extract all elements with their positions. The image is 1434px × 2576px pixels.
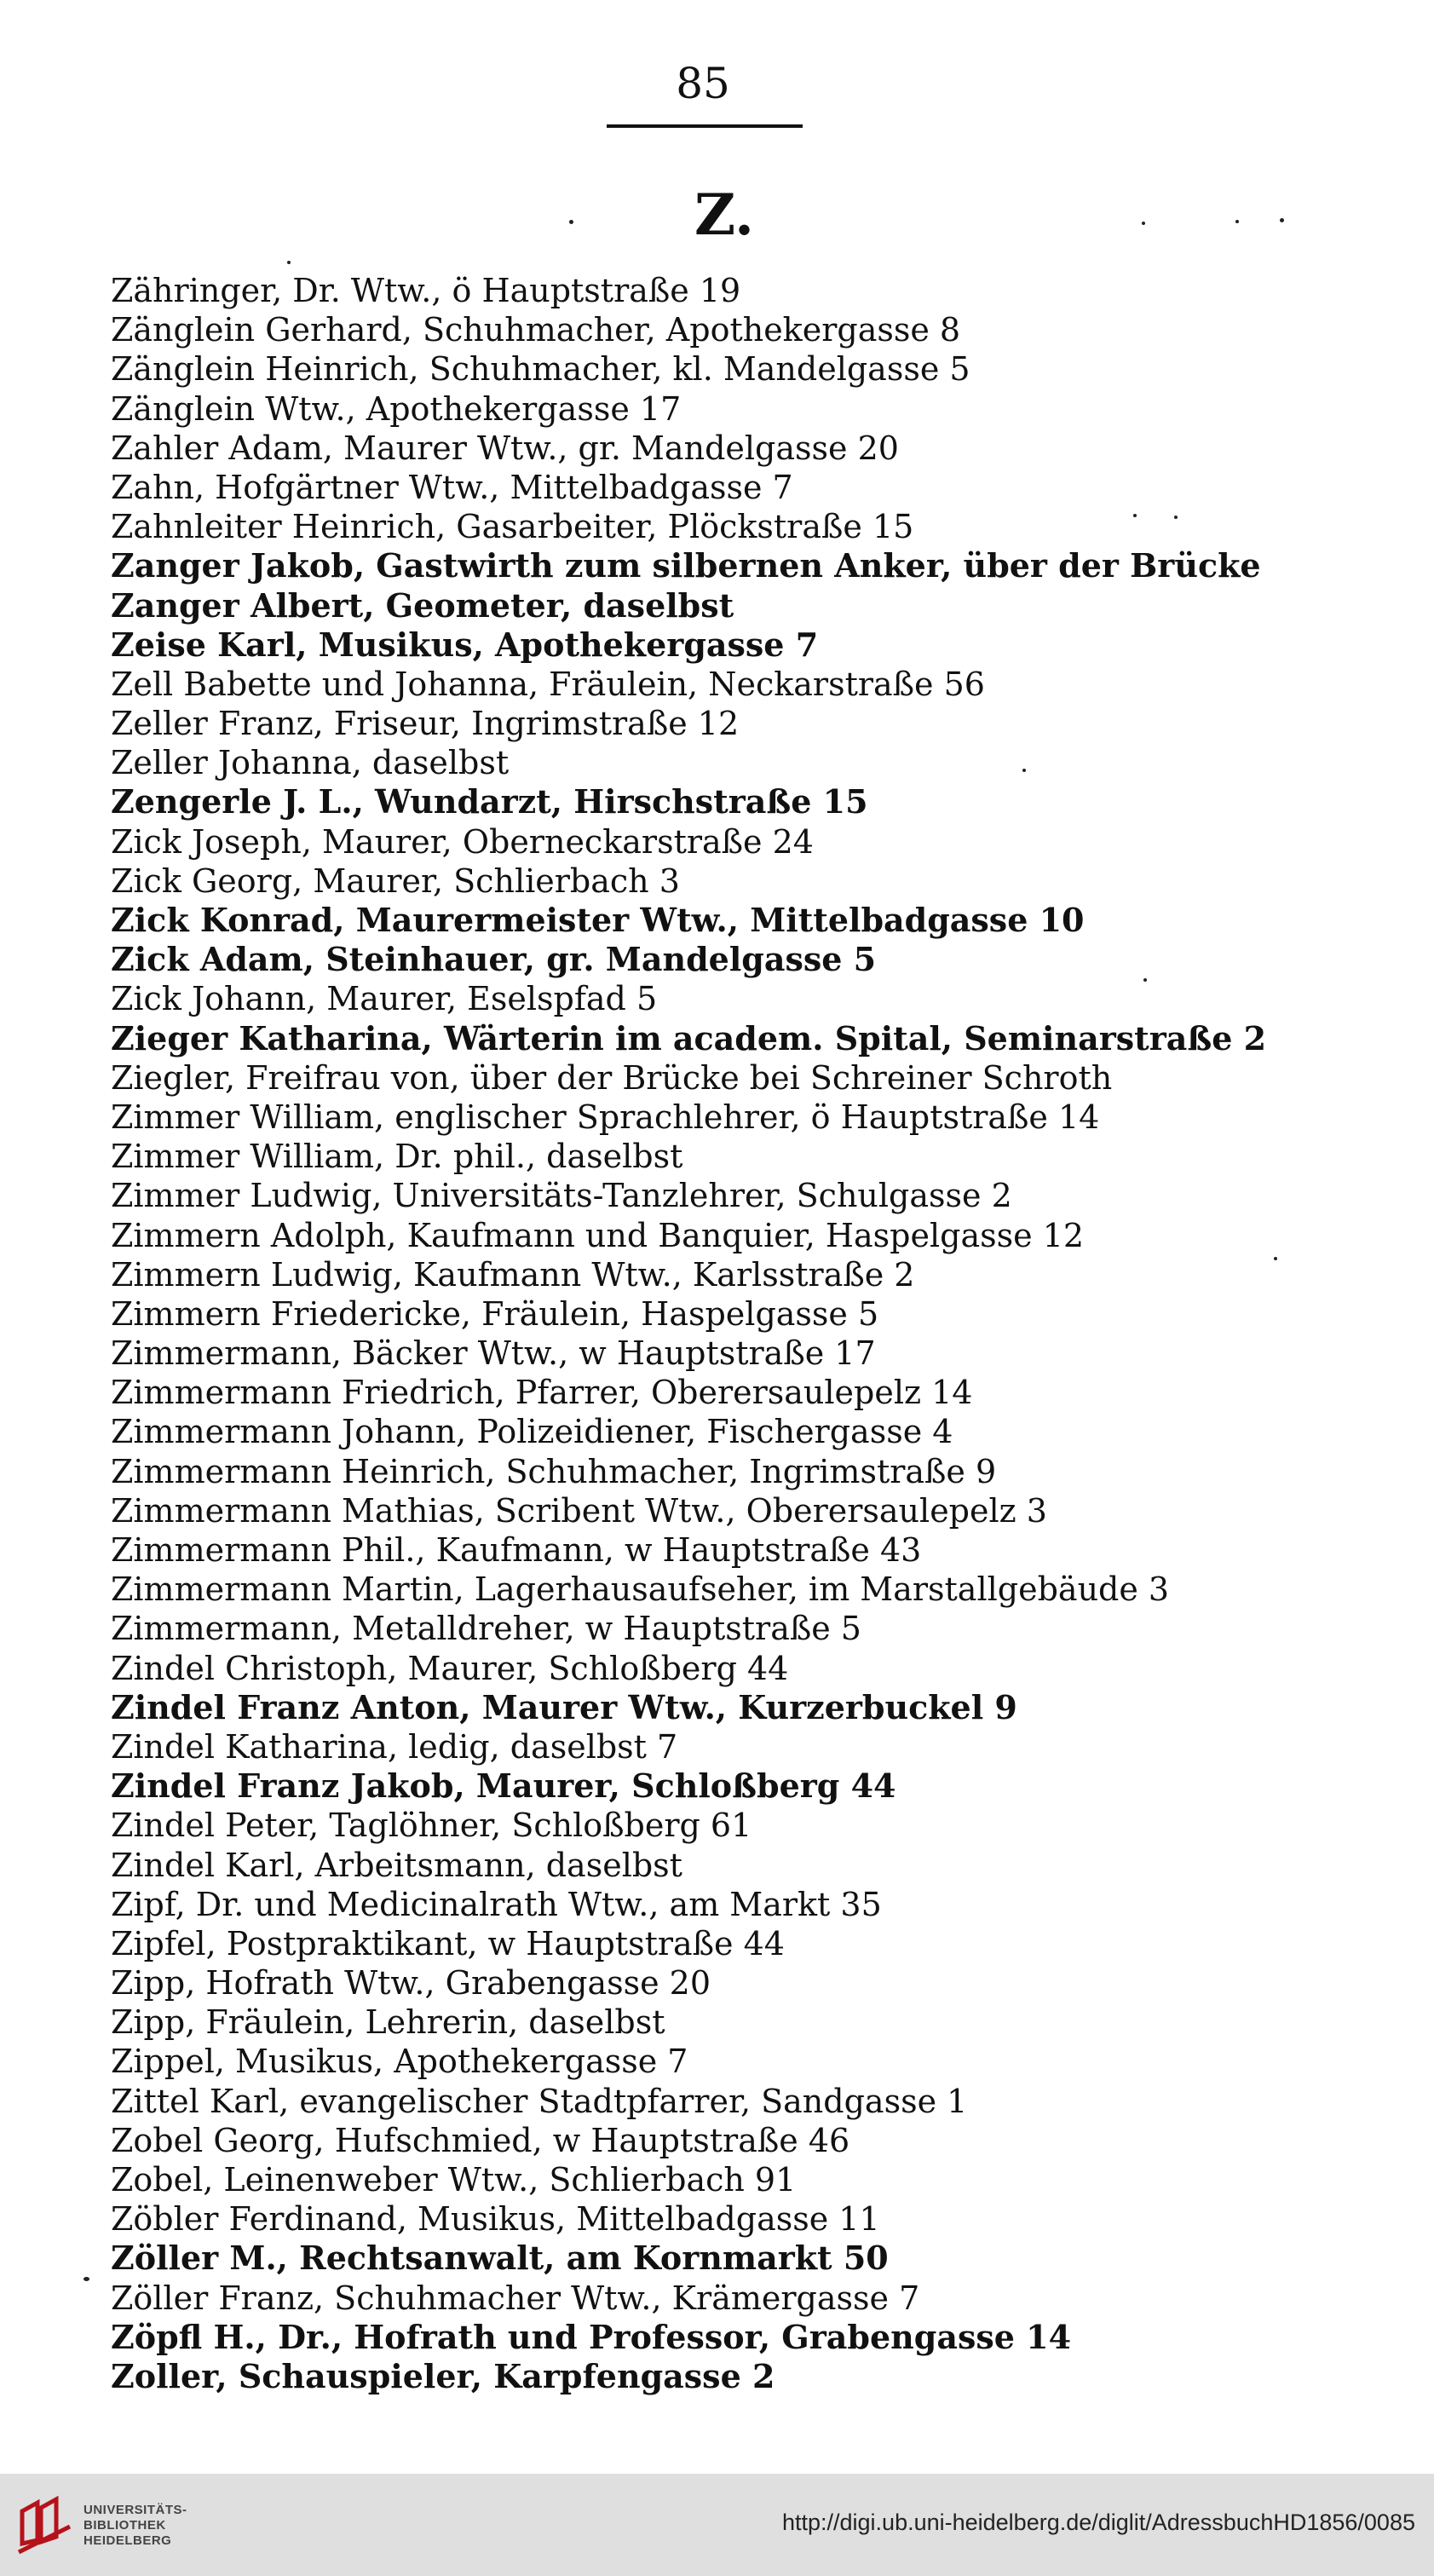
address-entry: Zengerle J. L., Wundarzt, Hirschstraße 15	[111, 782, 868, 821]
address-entry: Zeise Karl, Musikus, Apothekergasse 7	[111, 625, 819, 664]
address-entry: Zobel, Leinenweber Wtw., Schlierbach 91	[111, 2161, 797, 2199]
viewer-footer	[0, 2474, 1434, 2576]
library-name-line: UNIVERSITÄTS-	[84, 2503, 187, 2517]
address-entry: Zimmermann Johann, Polizeidiener, Fischergasse 4	[111, 1413, 953, 1451]
address-entry: Zimmer William, englischer Sprachlehrer, ö Hauptstraße 14	[111, 1098, 1100, 1136]
address-entry: Zindel Katharina, ledig, daselbst 7	[111, 1727, 678, 1766]
address-entry: Zimmern Ludwig, Kaufmann Wtw., Karlsstraße 2	[111, 1255, 915, 1294]
address-entry: Zöller Franz, Schuhmacher Wtw., Krämergasse 7	[111, 2279, 920, 2317]
address-entry: Zick Johann, Maurer, Eselspfad 5	[111, 980, 658, 1018]
address-entry: Zöpfl H., Dr., Hofrath und Professor, Grabengasse 14	[111, 2317, 1072, 2356]
address-entry-list	[111, 271, 1304, 2396]
section-letter: Z.	[694, 182, 754, 248]
address-entry: Zipp, Fräulein, Lehrerin, daselbst	[111, 2003, 665, 2042]
address-entry: Zimmern Friedericke, Fräulein, Haspelgasse 5	[111, 1294, 879, 1333]
print-speck	[1280, 218, 1284, 222]
permalink-url[interactable]: http://digi.ub.uni-heidelberg.de/diglit/AdressbuchHD1856/0085	[781, 2510, 1415, 2535]
address-entry: Zanger Jakob, Gastwirth zum silbernen Anker, über der Brücke	[111, 546, 1261, 585]
address-entry: Zittel Karl, evangelischer Stadtpfarrer, Sandgasse 1	[111, 2082, 968, 2120]
address-entry: Zimmermann Mathias, Scribent Wtw., Oberersaulepelz 3	[111, 1491, 1047, 1530]
address-entry: Zindel Peter, Taglöhner, Schloßberg 61	[111, 1807, 752, 1845]
address-entry: Zeller Franz, Friseur, Ingrimstraße 12	[111, 705, 740, 743]
address-entry: Zippel, Musikus, Apothekergasse 7	[111, 2043, 688, 2081]
address-entry: Zick Joseph, Maurer, Oberneckarstraße 24	[111, 822, 814, 861]
address-entry: Zänglein Wtw., Apothekergasse 17	[111, 389, 682, 428]
print-speck	[1142, 222, 1145, 225]
print-speck	[287, 261, 291, 264]
print-speck	[569, 220, 573, 224]
page-number: 85	[676, 59, 730, 108]
address-entry: Zick Konrad, Maurermeister Wtw., Mittelbadgasse 10	[111, 901, 1085, 939]
address-entry: Zoller, Schauspieler, Karpfengasse 2	[111, 2356, 775, 2395]
library-name	[84, 2503, 187, 2549]
address-entry: Zindel Franz Jakob, Maurer, Schloßberg 44	[111, 1766, 896, 1806]
address-entry: Zänglein Gerhard, Schuhmacher, Apothekergasse 8	[111, 311, 961, 349]
address-entry: Zimmermann Phil., Kaufmann, w Hauptstraße 43	[111, 1531, 922, 1569]
address-entry: Zell Babette und Johanna, Fräulein, Neckarstraße 56	[111, 665, 985, 703]
print-speck	[84, 2277, 89, 2281]
address-entry: Zipf, Dr. und Medicinalrath Wtw., am Markt 35	[111, 1885, 882, 1923]
address-entry: Zipp, Hofrath Wtw., Grabengasse 20	[111, 1964, 711, 2003]
address-entry: Zindel Christoph, Maurer, Schloßberg 44	[111, 1649, 789, 1687]
header-rule	[607, 124, 803, 128]
address-entry: Zähringer, Dr. Wtw., ö Hauptstraße 19	[111, 272, 741, 309]
address-entry: Zimmer William, Dr. phil., daselbst	[111, 1138, 683, 1176]
library-name-line: HEIDELBERG	[84, 2533, 172, 2548]
address-entry: Zahn, Hofgärtner Wtw., Mittelbadgasse 7	[111, 468, 793, 506]
address-entry: Zahler Adam, Maurer Wtw., gr. Mandelgasse 20	[111, 429, 899, 467]
library-name-line: BIBLIOTHEK	[84, 2518, 166, 2533]
address-entry: Zöbler Ferdinand, Musikus, Mittelbadgasse 11	[111, 2200, 880, 2239]
address-entry: Zimmern Adolph, Kaufmann und Banquier, Haspelgasse 12	[111, 1216, 1085, 1254]
address-entry: Zobel Georg, Hufschmied, w Hauptstraße 46	[111, 2121, 850, 2159]
address-entry: Zanger Albert, Geometer, daselbst	[111, 585, 734, 625]
address-entry: Zieger Katharina, Wärterin im academ. Spital, Seminarstraße 2	[111, 1018, 1267, 1057]
address-entry: Zöller M., Rechtsanwalt, am Kornmarkt 50	[111, 2239, 889, 2278]
address-entry: Zänglein Heinrich, Schuhmacher, kl. Mandelgasse 5	[111, 350, 970, 389]
address-entry: Zipfel, Postpraktikant, w Hauptstraße 44	[111, 1924, 785, 1962]
address-entry: Zimmermann Heinrich, Schuhmacher, Ingrimstraße 9	[111, 1452, 997, 1490]
address-entry: Zimmermann, Bäcker Wtw., w Hauptstraße 17	[111, 1334, 876, 1373]
address-entry: Zimmermann Friedrich, Pfarrer, Oberersaulepelz 14	[111, 1374, 973, 1412]
address-entry: Zindel Karl, Arbeitsmann, daselbst	[111, 1846, 682, 1884]
address-entry: Zahnleiter Heinrich, Gasarbeiter, Plöckstraße 15	[111, 508, 914, 546]
address-entry: Zeller Johanna, daselbst	[111, 744, 510, 782]
address-entry: Zick Georg, Maurer, Schlierbach 3	[111, 862, 680, 900]
address-entry: Zimmermann, Metalldreher, w Hauptstraße 5	[111, 1610, 861, 1648]
address-entry: Ziegler, Freifrau von, über der Brücke bei Schreiner Schroth	[111, 1058, 1113, 1097]
address-entry: Zimmer Ludwig, Universitäts-Tanzlehrer, Schulgasse 2	[111, 1177, 1012, 1215]
library-logo-icon[interactable]	[15, 2492, 77, 2557]
print-speck	[1235, 220, 1239, 223]
address-entry: Zick Adam, Steinhauer, gr. Mandelgasse 5	[111, 940, 877, 979]
address-entry: Zindel Franz Anton, Maurer Wtw., Kurzerbuckel 9	[111, 1687, 1017, 1726]
address-entry: Zimmermann Martin, Lagerhausaufseher, im Marstallgebäude 3	[111, 1570, 1170, 1609]
